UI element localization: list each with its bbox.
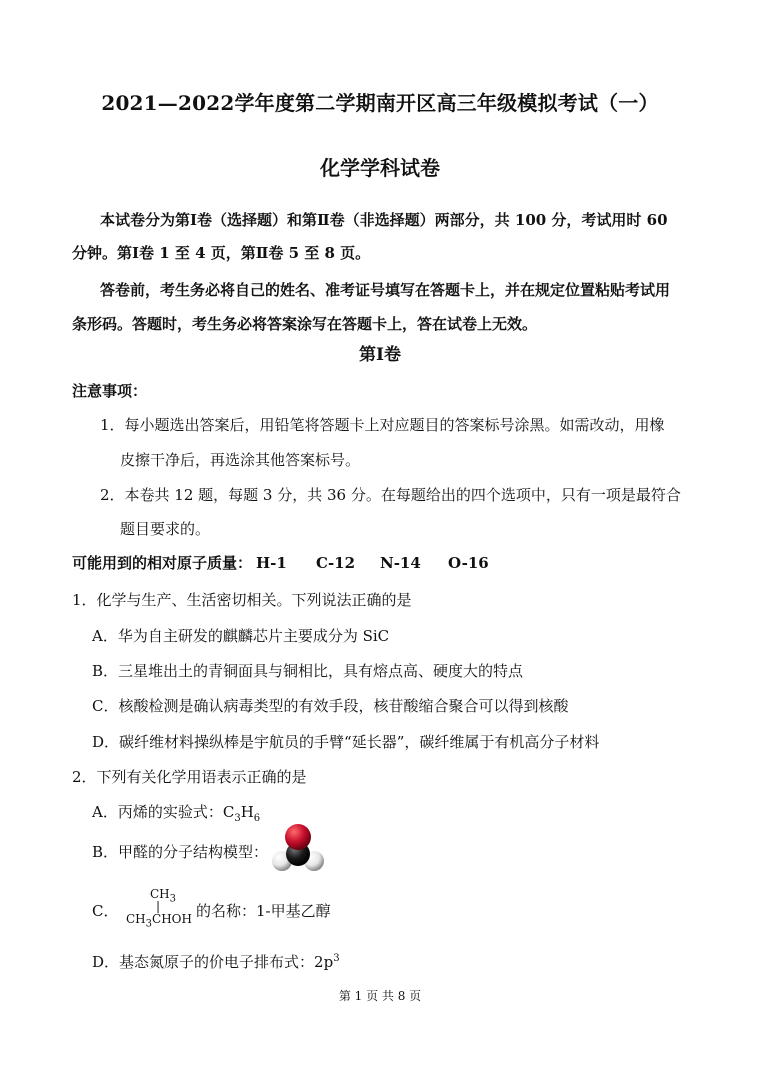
struct-top-sub: 3 <box>169 893 177 905</box>
q2-option-a-h-sub: 6 <box>253 813 261 824</box>
q2-option-c-suffix: 的名称：1-甲基乙醇 <box>196 902 331 920</box>
q2-option-a-prefix: A．丙烯的实验式： <box>92 803 223 821</box>
q1-option-c: C．核酸检测是确认病毒类型的有效手段，核苷酸缩合聚合可以得到核酸 <box>92 697 569 715</box>
note-1-line-2: 皮擦干净后，再选涂其他答案标号。 <box>120 451 361 469</box>
intro-line-4: 条形码。答题时，考生务必将答案涂写在答题卡上，答在试卷上无效。 <box>72 315 538 333</box>
oxygen-atom <box>285 824 311 850</box>
q1-option-d: D．碳纤维材料操纵棒是宇航员的手臂“延长器”，碳纤维属于有机高分子材料 <box>92 733 600 751</box>
struct-bottom-a: CH <box>126 912 146 926</box>
q2-option-d-prefix: D．基态氮原子的价电子排布式：2p <box>92 953 334 971</box>
atomic-masses-label: 可能用到的相对原子质量： <box>72 554 253 572</box>
q1-stem: 1．化学与生产、生活密切相关。下列说法正确的是 <box>72 591 412 609</box>
q2-option-c-struct-bottom <box>126 912 192 930</box>
struct-bottom-sub: 3 <box>145 918 153 930</box>
struct-bottom-b: CHOH <box>152 912 192 926</box>
q2-option-a <box>92 802 260 822</box>
exam-subtitle: 化学学科试卷 <box>320 156 440 180</box>
q2-option-d-sup: 3 <box>333 953 340 964</box>
q1-option-b: B．三星堆出土的青铜面具与铜相比，具有熔点高、硬度大的特点 <box>92 662 524 680</box>
atomic-mass-o: O-16 <box>448 554 489 572</box>
q2-option-c-prefix: C． <box>92 902 119 920</box>
q1-option-a: A．华为自主研发的麒麟芯片主要成分为 SiC <box>92 627 390 645</box>
q2-option-d <box>92 952 340 972</box>
notes-heading: 注意事项： <box>72 382 148 400</box>
intro-line-1: 本试卷分为第Ⅰ卷（选择题）和第Ⅱ卷（非选择题）两部分，共 100 分，考试用时 60 <box>100 211 668 229</box>
q2-option-c-struct-bond: | <box>156 899 161 913</box>
q2-stem: 2．下列有关化学用语表示正确的是 <box>72 768 307 786</box>
struct-top-text: CH <box>150 887 170 901</box>
note-1-line-1: 1．每小题选出答案后，用铅笔将答题卡上对应题目的答案标号涂黑。如需改动，用橡 <box>100 416 665 434</box>
atomic-mass-n: N-14 <box>380 554 421 572</box>
q2-option-a-c: C <box>222 803 235 821</box>
intro-line-3: 答卷前，考生务必将自己的姓名、准考证号填写在答题卡上，并在规定位置粘贴考试用 <box>100 281 671 299</box>
q2-option-c-struct-top <box>150 887 177 905</box>
q2-option-a-c-sub: 3 <box>234 813 241 824</box>
page-footer: 第 1 页 共 8 页 <box>338 989 422 1003</box>
q2-option-b: B．甲醛的分子结构模型： <box>92 843 269 861</box>
note-2-line-1: 2．本卷共 12 题，每题 3 分，共 36 分。在每题给出的四个选项中，只有一项是最符合 <box>100 486 681 504</box>
exam-title: 2021—2022学年度第二学期南开区高三年级模拟考试（一） <box>101 91 659 115</box>
atomic-mass-c: C-12 <box>316 554 356 572</box>
section-title: 第Ⅰ卷 <box>359 345 401 365</box>
note-2-line-2: 题目要求的。 <box>120 520 211 538</box>
intro-line-2: 分钟。第Ⅰ卷 1 至 4 页，第Ⅱ卷 5 至 8 页。 <box>72 244 371 262</box>
q2-option-a-h: H <box>240 803 254 821</box>
formaldehyde-model-icon <box>268 822 328 876</box>
atomic-mass-h: H-1 <box>256 554 287 572</box>
